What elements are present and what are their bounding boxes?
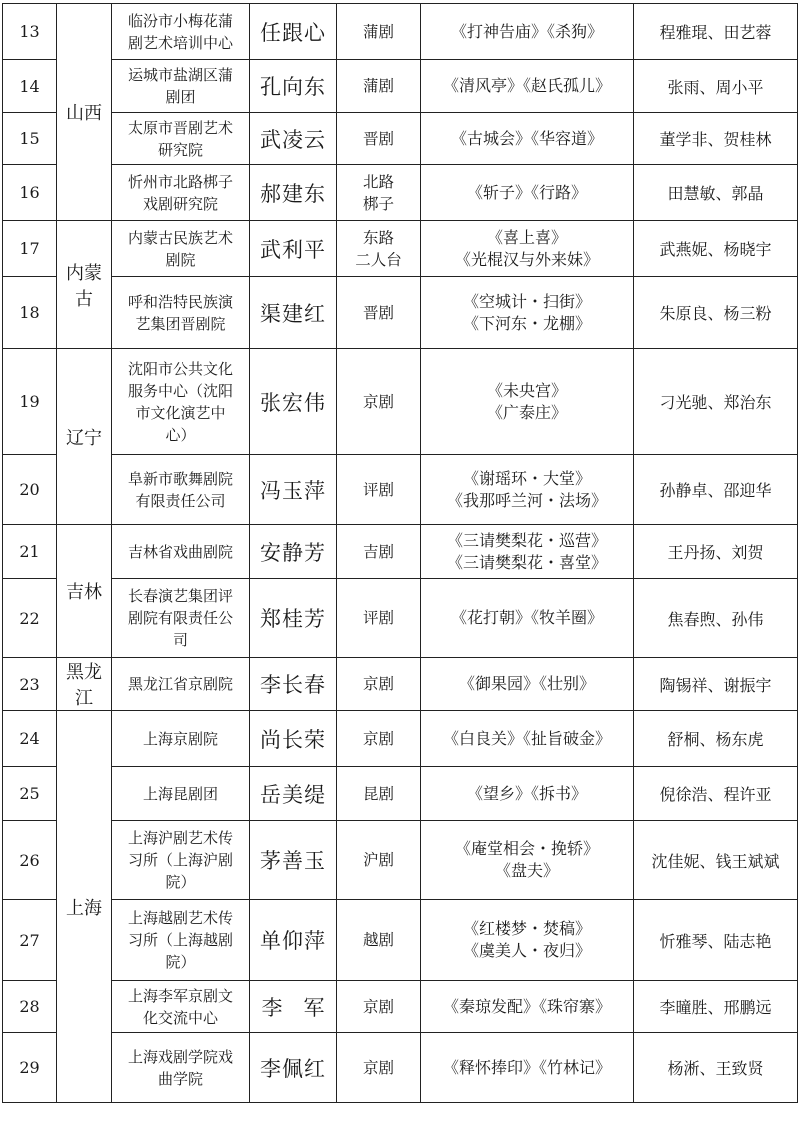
apprentices-cell: 武燕妮、杨晓宇 — [634, 221, 798, 277]
unit-cell — [112, 4, 250, 60]
repertoire-cell — [421, 4, 634, 60]
repertoire-cell — [421, 525, 634, 579]
apprentices-cell: 田慧敏、郭晶 — [634, 165, 798, 221]
table-row — [3, 579, 798, 658]
repertoire-line: 《红楼梦・焚稿》 — [462, 919, 591, 938]
row-number-cell: 29 — [3, 1033, 57, 1103]
table-row — [3, 525, 798, 579]
unit-line: 戏剧研究院 — [142, 194, 218, 213]
unit-line: 心） — [165, 425, 196, 444]
row-number-cell: 24 — [3, 711, 57, 767]
apprentices-cell: 陶锡祥、谢振宇 — [634, 658, 798, 711]
repertoire-cell — [421, 767, 634, 821]
row-number-cell: 21 — [3, 525, 57, 579]
apprentices-cell: 忻雅琴、陆志艳 — [634, 900, 798, 981]
row-number-cell: 23 — [3, 658, 57, 711]
unit-line: 运城市盐湖区蒲 — [127, 66, 233, 84]
artist-name-cell: 岳美缇 — [250, 767, 337, 821]
unit-line: 剧院 — [165, 250, 196, 269]
genre-cell — [337, 525, 421, 579]
genre-cell — [337, 113, 421, 165]
unit-line: 呼和浩特民族演 — [127, 292, 233, 311]
unit-cell — [112, 900, 250, 981]
unit-line: 太原市晋剧艺术 — [127, 118, 233, 137]
province-label: 山西 — [66, 103, 102, 124]
unit-line: 研究院 — [157, 140, 203, 159]
artist-name-cell: 李佩红 — [250, 1033, 337, 1103]
unit-line: 剧团 — [165, 88, 196, 106]
unit-cell — [112, 60, 250, 113]
row-number-cell: 20 — [3, 455, 57, 525]
row-number-cell: 28 — [3, 981, 57, 1033]
repertoire-cell — [421, 821, 634, 900]
genre-line: 评剧 — [362, 609, 394, 627]
repertoire-cell — [421, 658, 634, 711]
repertoire-cell — [421, 165, 634, 221]
genre-line: 北路 — [362, 172, 394, 191]
unit-line: 化交流中心 — [142, 1008, 218, 1027]
genre-line: 京剧 — [362, 675, 394, 693]
repertoire-line: 《秦琼发配》《珠帘寨》 — [442, 996, 611, 1016]
unit-line: 上海越剧艺术传 — [127, 909, 233, 927]
unit-cell — [112, 658, 250, 711]
unit-cell — [112, 455, 250, 525]
province-cell — [57, 658, 112, 711]
unit-line: 上海昆剧团 — [142, 784, 218, 803]
row-number-cell: 13 — [3, 4, 57, 60]
unit-line: 上海京剧院 — [142, 729, 218, 748]
genre-cell — [337, 711, 421, 767]
repertoire-line: 《望乡》《拆书》 — [466, 783, 587, 803]
table-row — [3, 165, 798, 221]
unit-line: 上海戏剧学院戏 — [127, 1047, 233, 1066]
apprentices-cell: 朱原良、杨三粉 — [634, 277, 798, 349]
province-cell — [57, 525, 112, 658]
unit-line: 剧艺术培训中心 — [127, 33, 233, 52]
artist-name-cell: 李 军 — [250, 981, 337, 1033]
repertoire-line: 《光棍汉与外来妹》 — [454, 249, 599, 269]
unit-cell — [112, 221, 250, 277]
apprentices-cell: 王丹扬、刘贺 — [634, 525, 798, 579]
genre-cell — [337, 60, 421, 113]
genre-line: 昆剧 — [362, 784, 394, 803]
genre-line: 评剧 — [362, 480, 394, 499]
apprentices-cell: 刁光驰、郑治东 — [634, 349, 798, 455]
artist-name-cell: 任跟心 — [250, 4, 337, 60]
unit-line: 司 — [172, 631, 188, 649]
repertoire-line: 《下河东・龙棚》 — [462, 313, 591, 333]
unit-line: 上海沪剧艺术传 — [127, 829, 233, 847]
unit-cell — [112, 525, 250, 579]
unit-cell — [112, 277, 250, 349]
genre-cell — [337, 221, 421, 277]
table-row — [3, 981, 798, 1033]
unit-line: 习所（上海越剧 — [127, 931, 233, 949]
apprentices-cell: 杨淅、王致贤 — [634, 1033, 798, 1103]
repertoire-cell — [421, 113, 634, 165]
artist-name-cell: 张宏伟 — [250, 349, 337, 455]
repertoire-line: 《广泰庄》 — [486, 402, 567, 422]
apprentices-cell: 李曈胜、邢鹏远 — [634, 981, 798, 1033]
unit-line: 服务中心（沈阳 — [127, 381, 233, 400]
unit-cell — [112, 579, 250, 658]
province-label: 黑龙 — [66, 662, 102, 683]
province-cell — [57, 349, 112, 525]
unit-cell — [112, 711, 250, 767]
repertoire-line: 《三请樊梨花・巡营》 — [446, 530, 607, 550]
repertoire-line: 《虞美人・夜归》 — [462, 941, 591, 960]
genre-cell — [337, 767, 421, 821]
unit-line: 曲学院 — [157, 1069, 203, 1088]
row-number-cell: 27 — [3, 900, 57, 981]
apprentices-cell: 孙静卓、邵迎华 — [634, 455, 798, 525]
table-row — [3, 455, 798, 525]
table-row — [3, 349, 798, 455]
repertoire-cell — [421, 711, 634, 767]
genre-cell — [337, 4, 421, 60]
artist-name-cell: 尚长荣 — [250, 711, 337, 767]
apprentices-cell: 程雅琨、田艺蓉 — [634, 4, 798, 60]
genre-line: 京剧 — [362, 1058, 394, 1077]
table-row — [3, 900, 798, 981]
artist-name-cell: 渠建红 — [250, 277, 337, 349]
row-number-cell: 19 — [3, 349, 57, 455]
genre-line: 吉剧 — [362, 542, 394, 561]
unit-line: 临汾市小梅花蒲 — [127, 11, 233, 30]
unit-cell — [112, 165, 250, 221]
repertoire-line: 《三请樊梨花・喜堂》 — [446, 552, 607, 572]
apprentices-cell: 张雨、周小平 — [634, 60, 798, 113]
genre-line: 晋剧 — [362, 129, 394, 148]
genre-cell — [337, 1033, 421, 1103]
repertoire-line: 《古城会》《华容道》 — [450, 128, 603, 148]
unit-cell — [112, 1033, 250, 1103]
unit-line: 院） — [165, 953, 196, 971]
table-row — [3, 821, 798, 900]
row-number-cell: 14 — [3, 60, 57, 113]
apprentices-cell: 董学非、贺桂林 — [634, 113, 798, 165]
table-row — [3, 60, 798, 113]
repertoire-cell — [421, 981, 634, 1033]
province-cell — [57, 221, 112, 349]
repertoire-line: 《未央宫》 — [486, 380, 567, 400]
genre-line: 京剧 — [362, 392, 394, 411]
unit-line: 有限责任公司 — [135, 491, 226, 510]
apprentices-cell: 舒桐、杨东虎 — [634, 711, 798, 767]
genre-line: 东路 — [362, 228, 394, 247]
row-number-cell: 16 — [3, 165, 57, 221]
repertoire-cell — [421, 60, 634, 113]
genre-line: 沪剧 — [362, 851, 394, 869]
unit-line: 阜新市歌舞剧院 — [127, 469, 233, 488]
unit-cell — [112, 113, 250, 165]
repertoire-line: 《打神告庙》《杀狗》 — [450, 21, 603, 41]
repertoire-line: 《斩子》《行路》 — [466, 182, 587, 202]
genre-line: 京剧 — [362, 997, 394, 1016]
row-number-cell: 17 — [3, 221, 57, 277]
table-row — [3, 113, 798, 165]
repertoire-cell — [421, 579, 634, 658]
province-label: 吉林 — [66, 582, 102, 603]
unit-line: 忻州市北路梆子 — [127, 172, 233, 191]
repertoire-line: 《庵堂相会・挽轿》 — [454, 839, 599, 858]
apprentices-cell: 沈佳妮、钱王斌斌 — [634, 821, 798, 900]
genre-cell — [337, 349, 421, 455]
table-row — [3, 767, 798, 821]
unit-line: 艺集团晋剧院 — [135, 314, 226, 333]
province-label: 江 — [75, 688, 93, 709]
repertoire-line: 《盘夫》 — [494, 861, 559, 880]
province-label: 古 — [75, 288, 93, 310]
repertoire-cell — [421, 277, 634, 349]
row-number-cell: 18 — [3, 277, 57, 349]
artist-name-cell: 武凌云 — [250, 113, 337, 165]
artist-name-cell: 孔向东 — [250, 60, 337, 113]
repertoire-line: 《空城计・扫街》 — [462, 291, 591, 311]
artist-name-cell: 茅善玉 — [250, 821, 337, 900]
repertoire-line: 《白良关》《扯旨破金》 — [442, 728, 611, 748]
genre-cell — [337, 277, 421, 349]
repertoire-line: 《御果园》《壮别》 — [458, 674, 595, 693]
unit-cell — [112, 821, 250, 900]
genre-line: 二人台 — [355, 250, 402, 269]
repertoire-line: 《清风亭》《赵氏孤儿》 — [442, 76, 611, 95]
repertoire-line: 《释怀捧印》《竹林记》 — [442, 1057, 611, 1077]
province-label: 上海 — [66, 897, 102, 919]
unit-cell — [112, 981, 250, 1033]
unit-line: 沈阳市公共文化 — [127, 359, 233, 378]
row-number-cell: 15 — [3, 113, 57, 165]
repertoire-cell — [421, 349, 634, 455]
table-body — [3, 4, 798, 1103]
repertoire-line: 《我那呼兰河・法场》 — [446, 490, 607, 510]
row-number-cell: 25 — [3, 767, 57, 821]
repertoire-line: 《喜上喜》 — [486, 227, 567, 247]
genre-line: 晋剧 — [362, 303, 394, 322]
artist-name-cell: 安静芳 — [250, 525, 337, 579]
genre-cell — [337, 165, 421, 221]
table-row — [3, 1033, 798, 1103]
province-label: 内蒙 — [66, 262, 102, 284]
repertoire-line: 《谢瑶环・大堂》 — [462, 468, 591, 488]
unit-cell — [112, 349, 250, 455]
province-cell — [57, 711, 112, 1103]
genre-line: 京剧 — [362, 729, 394, 748]
row-number-cell: 22 — [3, 579, 57, 658]
repertoire-line: 《花打朝》《牧羊圈》 — [450, 608, 603, 627]
unit-line: 黑龙江省京剧院 — [127, 675, 233, 693]
row-number-cell: 26 — [3, 821, 57, 900]
genre-line: 蒲剧 — [362, 22, 394, 41]
unit-line: 院） — [165, 873, 196, 891]
genre-line: 梆子 — [362, 194, 394, 213]
genre-cell — [337, 821, 421, 900]
inheritance-table — [2, 3, 798, 1103]
table-row — [3, 711, 798, 767]
repertoire-cell — [421, 900, 634, 981]
genre-cell — [337, 579, 421, 658]
repertoire-cell — [421, 455, 634, 525]
table-row — [3, 4, 798, 60]
repertoire-cell — [421, 221, 634, 277]
unit-line: 剧院有限责任公 — [127, 609, 233, 627]
genre-line: 越剧 — [362, 931, 394, 949]
repertoire-cell — [421, 1033, 634, 1103]
unit-line: 上海李军京剧文 — [127, 986, 233, 1005]
artist-name-cell: 郑桂芳 — [250, 579, 337, 658]
unit-line: 习所（上海沪剧 — [127, 851, 233, 869]
table-row — [3, 221, 798, 277]
genre-line: 蒲剧 — [362, 77, 394, 95]
genre-cell — [337, 981, 421, 1033]
table-row — [3, 277, 798, 349]
unit-line: 吉林省戏曲剧院 — [127, 542, 233, 561]
genre-cell — [337, 900, 421, 981]
province-cell — [57, 4, 112, 221]
unit-line: 长春演艺集团评 — [127, 587, 233, 605]
apprentices-cell: 倪徐浩、程许亚 — [634, 767, 798, 821]
province-label: 辽宁 — [66, 427, 102, 449]
artist-name-cell: 武利平 — [250, 221, 337, 277]
unit-line: 内蒙古民族艺术 — [127, 228, 233, 247]
artist-name-cell: 李长春 — [250, 658, 337, 711]
unit-line: 市文化演艺中 — [135, 403, 226, 422]
artist-name-cell: 冯玉萍 — [250, 455, 337, 525]
artist-name-cell: 单仰萍 — [250, 900, 337, 981]
genre-cell — [337, 455, 421, 525]
genre-cell — [337, 658, 421, 711]
unit-cell — [112, 767, 250, 821]
artist-name-cell: 郝建东 — [250, 165, 337, 221]
apprentices-cell: 焦春煦、孙伟 — [634, 579, 798, 658]
table-row — [3, 658, 798, 711]
